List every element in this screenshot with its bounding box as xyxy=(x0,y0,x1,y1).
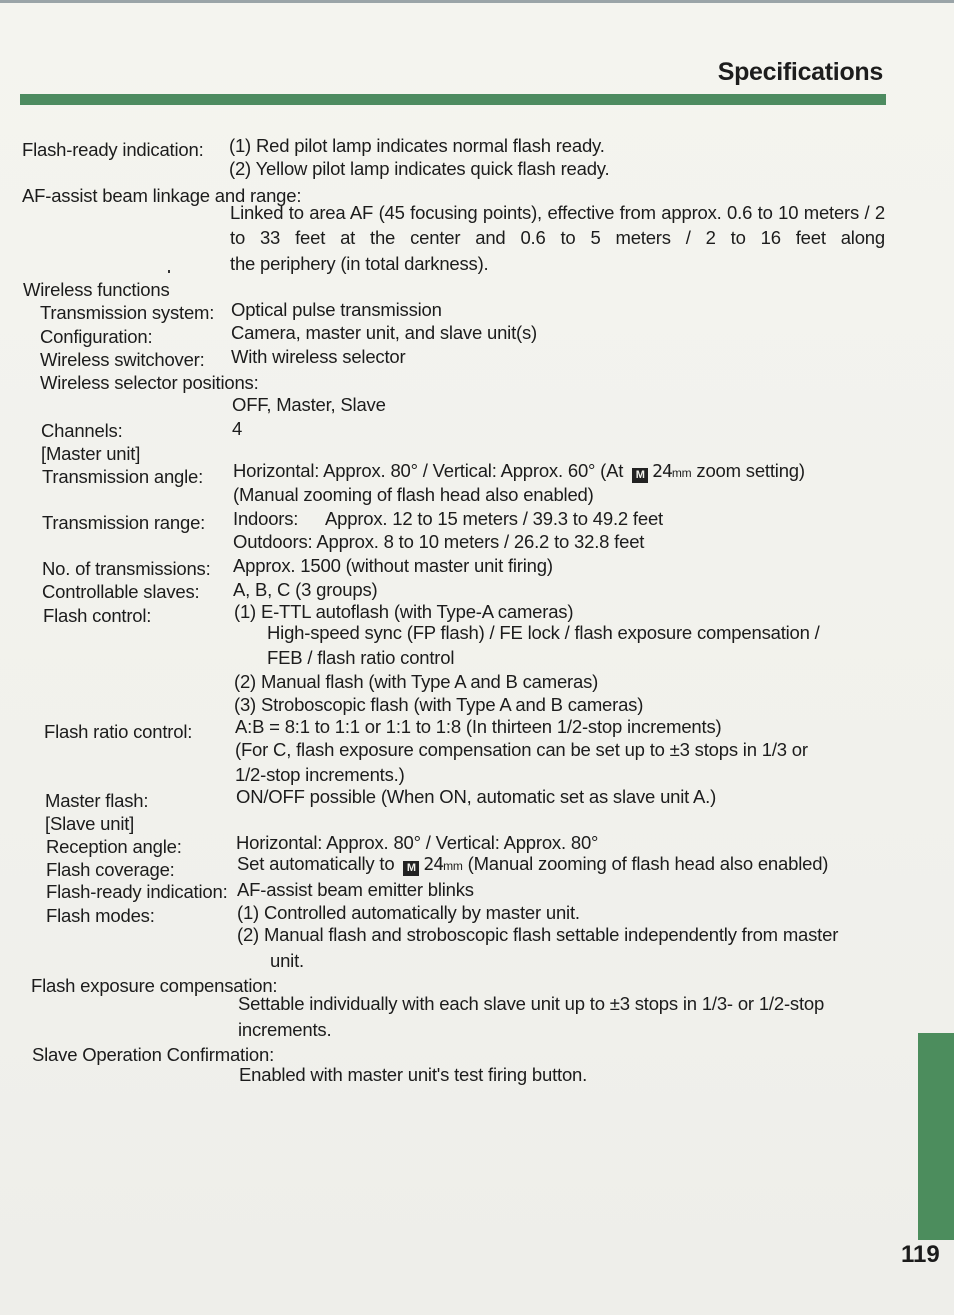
zoom-unit-label: mm xyxy=(443,859,463,873)
ratio-control-label: Flash ratio control: xyxy=(44,721,193,742)
flash-control-item-1-detail-end: FEB / flash ratio control xyxy=(267,647,455,668)
slave-unit-heading: [Slave unit] xyxy=(45,813,135,834)
slave-confirm-value: Enabled with master unit's test firing button. xyxy=(239,1064,588,1085)
flash-coverage-text: Set automatically to xyxy=(237,853,395,874)
master-unit-heading: [Master unit] xyxy=(41,443,141,464)
title-underline-bar xyxy=(20,94,886,105)
flash-exposure-comp-value: Settable individually with each slave unit up to ±3 stops in 1/3- or 1/2-stop xyxy=(238,993,825,1014)
zoom-24mm-icon: 24 xyxy=(423,854,444,875)
page-number: 119 xyxy=(901,1241,940,1268)
wireless-functions-heading: Wireless functions xyxy=(23,279,170,300)
flash-control-item-1-detail: High-speed sync (FP flash) / FE lock / flash exposure compensation / xyxy=(267,622,820,643)
flash-control-label: Flash control: xyxy=(43,605,152,626)
master-flash-label: Master flash: xyxy=(45,790,149,811)
flash-ready-label: Flash-ready indication: xyxy=(22,139,204,160)
flash-exposure-comp-value-end: increments. xyxy=(238,1019,332,1040)
master-flash-value: ON/OFF possible (When ON, automatic set as slave unit A.) xyxy=(236,786,717,807)
flash-control-item-2: (2) Manual flash (with Type A and B cameras) xyxy=(234,671,599,692)
indoors-label: Indoors: xyxy=(233,508,299,529)
page-title: Specifications xyxy=(717,58,883,86)
channels-label: Channels: xyxy=(41,420,123,441)
num-transmissions-value: Approx. 1500 (without master unit firing) xyxy=(233,555,553,576)
flash-coverage-text-end: (Manual zooming of flash head also enabled) xyxy=(467,853,829,874)
flash-modes-label: Flash modes: xyxy=(46,905,155,926)
flash-modes-item-1: (1) Controlled automatically by master unit. xyxy=(237,902,580,923)
manual-mode-icon: M xyxy=(632,468,648,483)
af-assist-description-end: the periphery (in total darkness). xyxy=(230,253,489,274)
flash-control-item-3: (3) Stroboscopic flash (with Type A and B cameras) xyxy=(234,694,644,715)
configuration-label: Configuration: xyxy=(40,326,153,347)
slave-flash-ready-value: AF-assist beam emitter blinks xyxy=(237,879,474,900)
reception-angle-value: Horizontal: Approx. 80° / Vertical: Approx. 80° xyxy=(236,832,599,853)
configuration-value: Camera, master unit, and slave unit(s) xyxy=(231,322,537,343)
zoom-unit-label: mm xyxy=(671,466,692,480)
wireless-switchover-label: Wireless switchover: xyxy=(40,349,205,370)
flash-modes-item-2-end: unit. xyxy=(270,950,304,971)
controllable-slaves-value: A, B, C (3 groups) xyxy=(233,579,378,600)
flash-ready-item-1: (1) Red pilot lamp indicates normal flash ready. xyxy=(229,135,605,156)
flash-coverage-label: Flash coverage: xyxy=(46,859,175,880)
num-transmissions-label: No. of transmissions: xyxy=(42,558,211,579)
ratio-control-note-end: 1/2-stop increments.) xyxy=(235,764,405,785)
flash-coverage-value xyxy=(237,853,828,877)
top-edge-rule xyxy=(0,0,954,3)
flash-exposure-comp-label: Flash exposure compensation: xyxy=(31,975,278,996)
transmission-system-label: Transmission system: xyxy=(40,302,215,323)
selector-positions-value: OFF, Master, Slave xyxy=(232,394,386,415)
transmission-angle-value xyxy=(233,460,805,484)
af-assist-label: AF-assist beam linkage and range: xyxy=(22,185,302,206)
controllable-slaves-label: Controllable slaves: xyxy=(42,581,200,602)
transmission-angle-note: (Manual zooming of flash head also enabled) xyxy=(233,484,594,505)
flash-modes-item-2: (2) Manual flash and stroboscopic flash settable independently from master xyxy=(237,924,839,945)
transmission-system-value: Optical pulse transmission xyxy=(231,299,442,320)
channels-value: 4 xyxy=(232,418,243,439)
selector-positions-label: Wireless selector positions: xyxy=(40,372,259,393)
outdoors-value: Outdoors: Approx. 8 to 10 meters / 26.2 to 32.8 feet xyxy=(233,531,645,552)
flash-ready-item-2: (2) Yellow pilot lamp indicates quick flash ready. xyxy=(229,158,610,179)
transmission-angle-text-end: zoom setting) xyxy=(696,460,805,481)
transmission-angle-label: Transmission angle: xyxy=(42,466,204,487)
zoom-24mm-icon: 24 xyxy=(652,461,672,482)
ratio-control-note: (For C, flash exposure compensation can be set up to ±3 stops in 1/3 or xyxy=(235,739,808,760)
slave-confirm-label: Slave Operation Confirmation: xyxy=(32,1044,275,1065)
ratio-control-value: A:B = 8:1 to 1:1 or 1:1 to 1:8 (In thirteen 1/2-stop increments) xyxy=(235,716,722,737)
slave-flash-ready-label: Flash-ready indication: xyxy=(46,881,228,902)
stray-mark xyxy=(168,270,170,273)
flash-control-item-1: (1) E-TTL autoflash (with Type-A cameras) xyxy=(234,601,574,622)
manual-mode-icon: M xyxy=(403,861,419,876)
chapter-tab-marker xyxy=(918,1033,954,1240)
reception-angle-label: Reception angle: xyxy=(46,836,182,857)
transmission-range-label: Transmission range: xyxy=(42,512,206,533)
af-assist-description: Linked to area AF (45 focusing points), effective from approx. 0.6 to 10 meters / 2 to 33 feet at the center and 0.6 to 5 meters / 2 to 16 feet along xyxy=(230,202,885,248)
indoors-value: Approx. 12 to 15 meters / 39.3 to 49.2 feet xyxy=(325,508,663,529)
wireless-switchover-value: With wireless selector xyxy=(231,346,406,367)
transmission-angle-text: Horizontal: Approx. 80° / Vertical: Approx. 60° (At xyxy=(233,460,624,481)
